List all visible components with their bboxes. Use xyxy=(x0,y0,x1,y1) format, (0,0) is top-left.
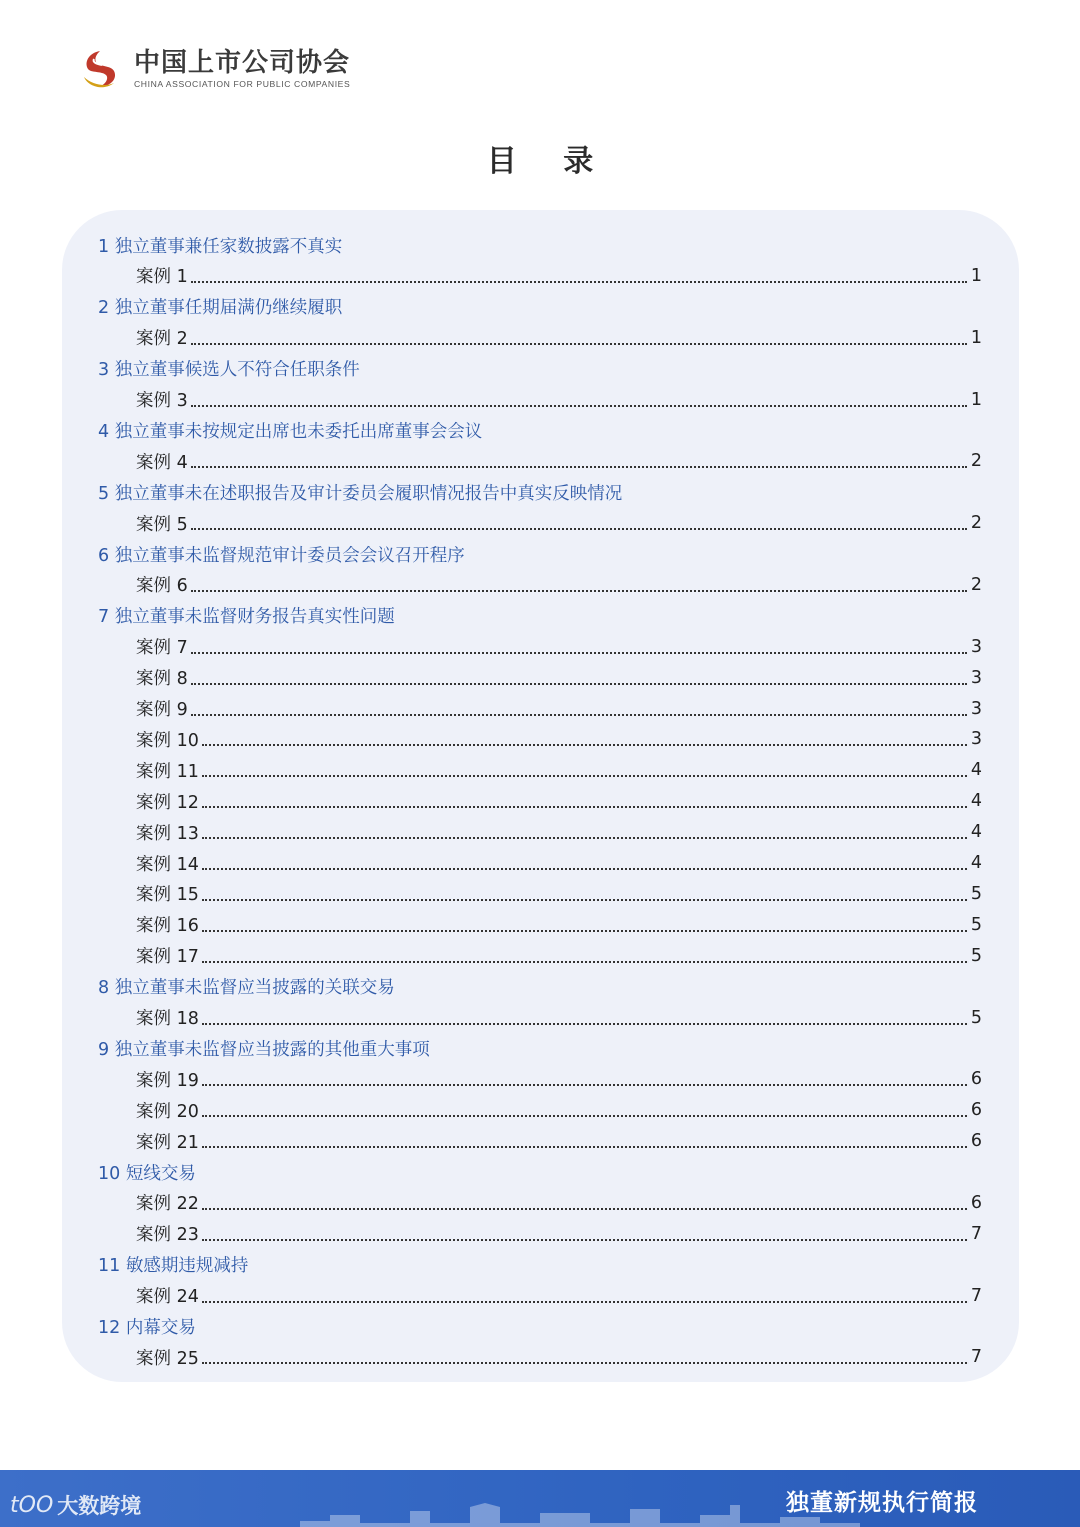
dot-leader xyxy=(202,775,967,777)
toc-case-entry[interactable] xyxy=(136,786,982,816)
toc-case-label: 案例 8 xyxy=(136,669,188,690)
toc-case-entry[interactable] xyxy=(136,1188,982,1218)
dot-leader xyxy=(191,281,967,283)
toc-section-heading[interactable]: 2 独立董事任期届满仍继续履职 xyxy=(98,298,343,319)
toc-page-number: 5 xyxy=(970,914,982,935)
dot-leader xyxy=(191,683,967,685)
toc-page-number: 6 xyxy=(970,1131,982,1152)
toc-case-label: 案例 25 xyxy=(136,1348,199,1369)
toc-case-label: 案例 9 xyxy=(136,700,188,720)
toc-page-number: 5 xyxy=(970,945,982,966)
dot-leader xyxy=(202,1239,967,1241)
toc-page-number: 3 xyxy=(970,698,982,719)
dot-leader xyxy=(202,1023,967,1025)
toc-case-entry[interactable] xyxy=(136,1342,982,1372)
toc-page-number: 3 xyxy=(970,729,982,750)
toc-case-label: 案例 5 xyxy=(136,514,188,535)
footer-brand-name: 大数跨境 xyxy=(57,1494,142,1518)
toc-case-entry[interactable] xyxy=(136,385,982,415)
toc-page-number: 1 xyxy=(970,389,982,410)
dot-leader xyxy=(191,405,967,407)
toc-case-entry[interactable] xyxy=(136,663,982,693)
dot-leader xyxy=(202,1301,967,1303)
toc-case-label: 案例 1 xyxy=(136,267,188,288)
toc-section-heading[interactable]: 10 短线交易 xyxy=(98,1163,196,1184)
toc-page-number: 4 xyxy=(970,760,982,781)
toc-case-entry[interactable] xyxy=(136,508,982,538)
org-name-en: CHINA ASSOCIATION FOR PUBLIC COMPANIES xyxy=(134,79,351,89)
toc-case-entry[interactable] xyxy=(136,941,982,971)
toc-page-number: 7 xyxy=(970,1223,982,1244)
toc-case-entry[interactable] xyxy=(136,1281,982,1311)
toc-section-heading[interactable]: 3 独立董事候选人不符合任职条件 xyxy=(98,360,360,381)
toc-section-heading[interactable]: 11 敏感期违规减持 xyxy=(98,1256,249,1277)
footer-bar xyxy=(0,1470,1080,1527)
toc-case-label: 案例 10 xyxy=(136,730,199,751)
toc-case-label: 案例 18 xyxy=(136,1009,199,1029)
toc-case-entry[interactable] xyxy=(136,694,982,724)
toc-page-number: 2 xyxy=(970,451,982,472)
toc-page-number: 3 xyxy=(970,636,982,657)
toc-case-label: 案例 12 xyxy=(136,792,199,813)
toc-section-heading[interactable]: 1 独立董事兼任家数披露不真实 xyxy=(98,236,343,257)
toc-case-label: 案例 15 xyxy=(136,885,199,906)
toc-page-number: 1 xyxy=(970,265,982,286)
toc-case-label: 案例 22 xyxy=(136,1194,199,1215)
org-name-cn: 中国上市公司协会 xyxy=(134,48,351,78)
toc-case-entry[interactable] xyxy=(136,323,982,353)
toc-case-label: 案例 11 xyxy=(136,761,199,782)
toc-section-heading[interactable]: 8 独立董事未监督应当披露的关联交易 xyxy=(98,978,395,999)
dot-leader xyxy=(202,1146,967,1148)
toc-page-number: 6 xyxy=(970,1069,982,1090)
dot-leader xyxy=(202,1362,967,1364)
dot-leader xyxy=(202,1084,967,1086)
toc-case-entry[interactable] xyxy=(136,817,982,847)
toc-case-label: 案例 24 xyxy=(136,1287,199,1308)
toc-case-label: 案例 21 xyxy=(136,1132,199,1153)
dot-leader xyxy=(202,744,967,746)
toc-case-label: 案例 23 xyxy=(136,1225,199,1246)
toc-case-entry[interactable] xyxy=(136,1095,982,1125)
toc-case-entry[interactable] xyxy=(136,446,982,476)
toc-page-number: 6 xyxy=(970,1192,982,1213)
toc-case-label: 案例 20 xyxy=(136,1101,199,1122)
toc-case-label: 案例 14 xyxy=(136,854,199,875)
brand-logo-icon: tOO xyxy=(10,1492,54,1518)
toc-page-number: 7 xyxy=(970,1285,982,1306)
dot-leader xyxy=(191,590,967,592)
dot-leader xyxy=(202,868,967,870)
toc-page-number: 5 xyxy=(970,883,982,904)
dot-leader xyxy=(191,528,967,530)
dot-leader xyxy=(202,899,967,901)
toc-page-number: 6 xyxy=(970,1100,982,1121)
toc-section-heading[interactable]: 6 独立董事未监督规范审计委员会会议召开程序 xyxy=(98,545,465,566)
org-logo xyxy=(78,46,350,92)
dot-leader xyxy=(191,714,967,716)
toc-case-label: 案例 13 xyxy=(136,823,199,844)
page-title: 目 录 xyxy=(486,144,612,179)
toc-case-label: 案例 2 xyxy=(136,329,188,350)
toc-page-number: 5 xyxy=(970,1007,982,1028)
toc-case-label: 案例 19 xyxy=(136,1070,199,1091)
dot-leader xyxy=(191,466,967,468)
toc-case-entry[interactable] xyxy=(136,1003,982,1033)
report-title: 独董新规执行简报 xyxy=(786,1490,978,1516)
dot-leader xyxy=(202,837,967,839)
toc-case-entry[interactable] xyxy=(136,1219,982,1249)
dot-leader xyxy=(191,652,967,654)
toc-case-label: 案例 6 xyxy=(136,576,188,597)
dot-leader xyxy=(202,806,967,808)
toc-case-label: 案例 4 xyxy=(136,452,188,473)
toc-section-heading[interactable]: 4 独立董事未按规定出席也未委托出席董事会会议 xyxy=(98,421,483,442)
toc-page-number: 4 xyxy=(970,853,982,873)
toc-section-heading[interactable]: 7 独立董事未监督财务报告真实性问题 xyxy=(98,607,395,628)
toc-section-heading[interactable]: 5 独立董事未在述职报告及审计委员会履职情况报告中真实反映情况 xyxy=(98,483,623,504)
toc-case-entry[interactable] xyxy=(136,910,982,940)
toc-case-label: 案例 7 xyxy=(136,638,188,659)
toc-page-number: 2 xyxy=(970,513,982,534)
city-skyline-decoration xyxy=(300,1501,860,1527)
toc-page-number: 4 xyxy=(970,822,982,843)
toc-section-heading[interactable]: 12 内幕交易 xyxy=(98,1318,196,1338)
toc-case-entry[interactable] xyxy=(136,755,982,785)
toc-case-label: 案例 17 xyxy=(136,947,199,968)
dot-leader xyxy=(191,343,967,345)
toc-page-number: 3 xyxy=(970,667,982,688)
dot-leader xyxy=(202,1208,967,1210)
toc-page-number: 1 xyxy=(970,327,982,348)
toc-case-label: 案例 16 xyxy=(136,916,199,937)
toc-case-entry[interactable] xyxy=(136,724,982,754)
toc-case-entry[interactable] xyxy=(136,1064,982,1094)
toc-page-number: 4 xyxy=(970,791,982,812)
toc-case-entry[interactable] xyxy=(136,570,982,600)
toc-section-heading[interactable]: 9 独立董事未监督应当披露的其他重大事项 xyxy=(98,1039,430,1060)
toc-page-number: 7 xyxy=(970,1347,982,1368)
toc-case-entry[interactable] xyxy=(136,261,982,291)
toc-page-number: 2 xyxy=(970,574,982,595)
toc-case-entry[interactable] xyxy=(136,632,982,662)
dot-leader xyxy=(202,1115,967,1117)
toc-case-label: 案例 3 xyxy=(136,391,188,411)
capco-logo-icon xyxy=(78,47,122,91)
footer-brand xyxy=(10,1490,141,1520)
toc-case-entry[interactable] xyxy=(136,848,982,878)
toc-case-entry[interactable] xyxy=(136,1126,982,1156)
toc-case-entry[interactable] xyxy=(136,879,982,909)
dot-leader xyxy=(202,961,967,963)
dot-leader xyxy=(202,930,967,932)
